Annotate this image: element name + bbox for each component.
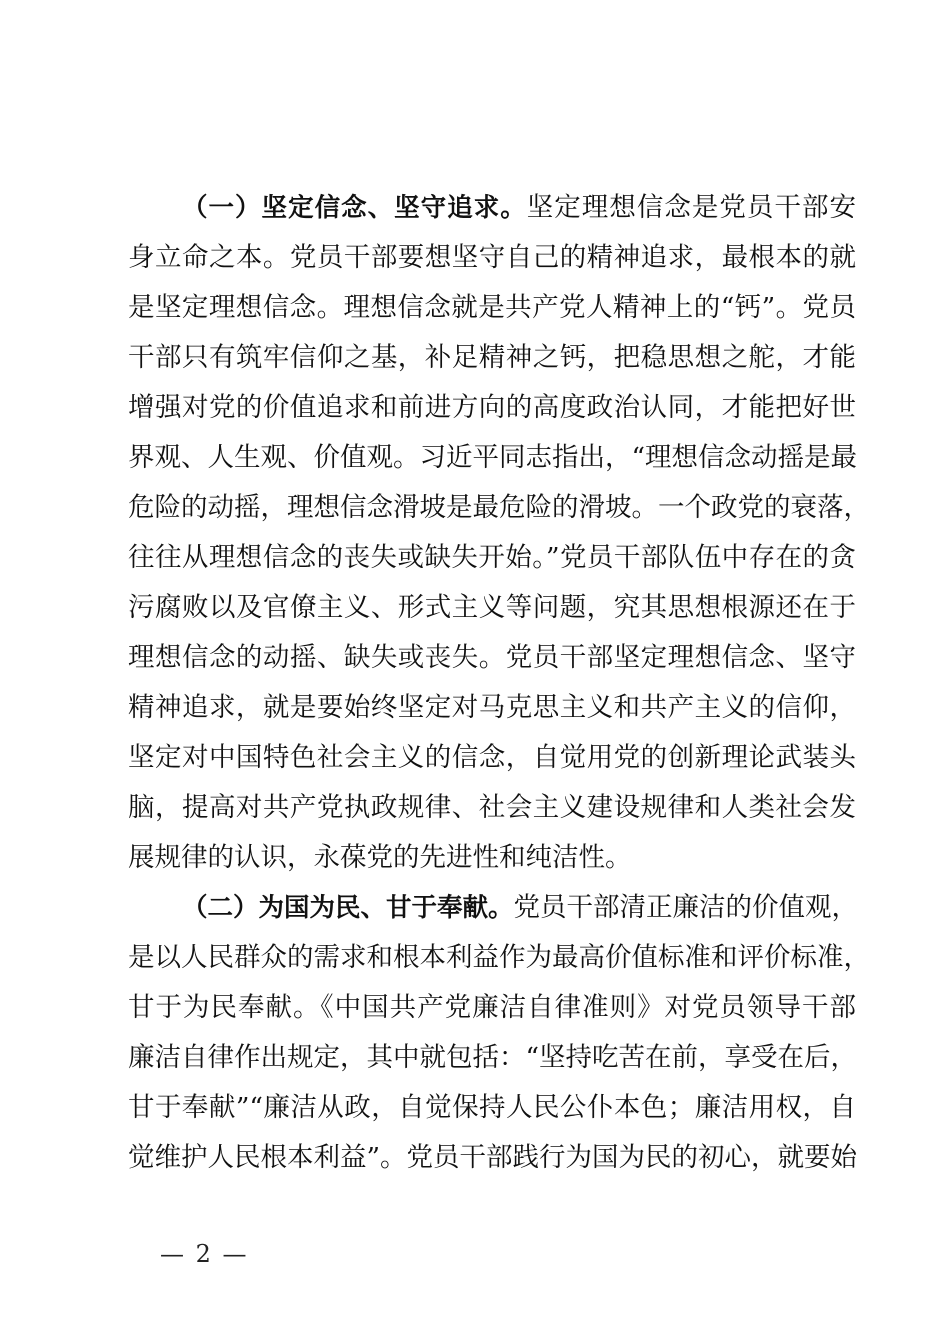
paragraph-2-line: 甘于奉献”“廉洁从政，自觉保持人民公仆本色；廉洁用权，自 <box>128 1092 856 1123</box>
paragraph-2-text: 党员干部清正廉洁的价值观， <box>513 892 859 923</box>
document-body <box>128 183 870 1183</box>
page-number: — 2 — <box>160 1240 249 1268</box>
paragraph-1-line: 危险的动摇，理想信念滑坡是最危险的滑坡。一个政党的衰落， <box>128 492 870 523</box>
paragraph-2-line: 是以人民群众的需求和根本利益作为最高价值标准和评价标准， <box>128 942 870 973</box>
paragraph-1-line: 干部只有筑牢信仰之基，补足精神之钙，把稳思想之舵，才能 <box>128 342 856 373</box>
paragraph-1-last-line: 展规律的认识，永葆党的先进性和纯洁性。 <box>128 842 632 873</box>
paragraph-1-line: 界观、人生观、价值观。习近平同志指出，“理想信念动摇是最 <box>128 442 858 473</box>
paragraph-2-line: 廉洁自律作出规定，其中就包括：“坚持吃苦在前，享受在后， <box>128 1042 858 1073</box>
paragraph-1-line: 增强对党的价值追求和前进方向的高度政治认同，才能把好世 <box>128 392 856 423</box>
paragraph-1-line: 是坚定理想信念。理想信念就是共产党人精神上的“钙”。党员 <box>128 292 856 323</box>
paragraph-1-line: 脑，提高对共产党执政规律、社会主义建设规律和人类社会发 <box>128 792 856 823</box>
section-1-heading: （一）坚定信念、坚守追求。 <box>182 193 527 223</box>
paragraph-1-line: 身立命之本。党员干部要想坚守自己的精神追求，最根本的就 <box>128 242 856 273</box>
section-2-heading: （二）为国为民、甘于奉献。 <box>182 893 514 923</box>
paragraph-2-line: 甘于为民奉献。《中国共产党廉洁自律准则》对党员领导干部 <box>128 992 856 1023</box>
paragraph-1-line: 污腐败以及官僚主义、形式主义等问题，究其思想根源还在于 <box>128 592 856 623</box>
paragraph-1-line: 理想信念的动摇、缺失或丧失。党员干部坚定理想信念、坚守 <box>128 642 856 673</box>
paragraph-1-line: 往往从理想信念的丧失或缺失开始。”党员干部队伍中存在的贪 <box>128 542 856 573</box>
paragraph-1-line: 精神追求，就是要始终坚定对马克思主义和共产主义的信仰， <box>128 692 856 723</box>
paragraph-1-first-line <box>128 183 856 233</box>
paragraph-2-first-line <box>128 883 859 933</box>
paragraph-2-line: 觉维护人民根本利益”。党员干部践行为国为民的初心，就要始 <box>128 1142 858 1173</box>
paragraph-1-line: 坚定对中国特色社会主义的信念，自觉用党的创新理论武装头 <box>128 742 856 773</box>
paragraph-1-text: 坚定理想信念是党员干部安 <box>526 192 856 223</box>
